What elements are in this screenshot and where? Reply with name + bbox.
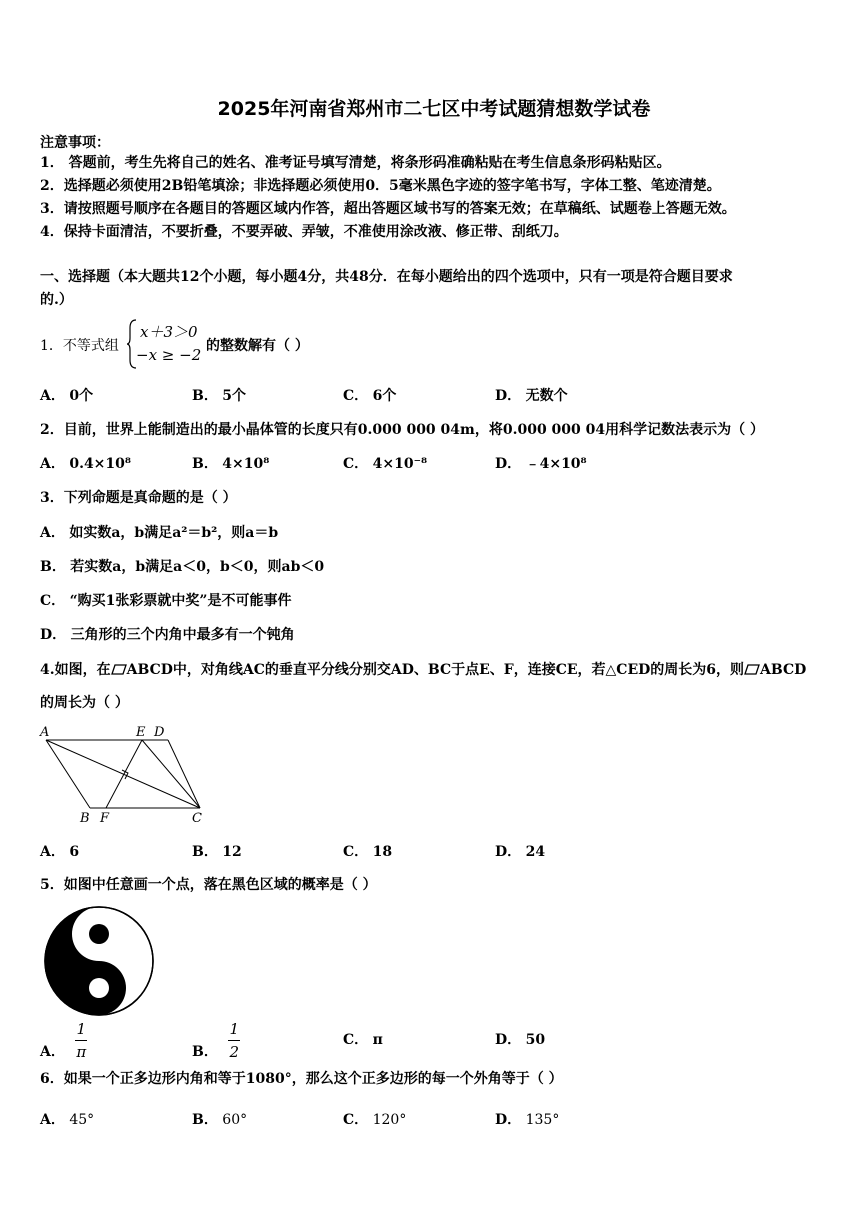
parallelogram-figure bbox=[38, 722, 213, 827]
q2-text: 2．目前，世界上能制造出的最小晶体管的长度只有0.000 000 04m，将0.000 000 04用科学记数法表示为（ ） bbox=[40, 422, 765, 438]
q5-option-c: C． π bbox=[343, 1032, 383, 1048]
q4-text-cont: 的周长为（ ） bbox=[40, 695, 129, 711]
label-b: B bbox=[80, 811, 90, 826]
q6-option-d: D． 135° bbox=[495, 1112, 560, 1128]
q5-option-d: D． 50 bbox=[495, 1032, 546, 1048]
q4-option-b: B． 12 bbox=[192, 844, 242, 860]
q3-option-c: C． “购买1张彩票就中奖”是不可能事件 bbox=[40, 593, 292, 609]
notice-heading: 注意事项： bbox=[40, 135, 110, 151]
q4-option-d: D． 24 bbox=[495, 844, 546, 860]
q1-prefix: 1．不等式组 bbox=[40, 338, 119, 354]
label-d: D bbox=[154, 725, 165, 740]
q2-option-d: D． ﹣4×10⁸ bbox=[495, 456, 587, 472]
q1-option-a: A． 0个 bbox=[40, 388, 94, 404]
q1-option-b: B． 5个 bbox=[192, 388, 247, 404]
q6-option-b: B． 60° bbox=[192, 1112, 248, 1128]
q6-option-a: A． 45° bbox=[40, 1112, 95, 1128]
q2-option-a: A． 0.4×10⁸ bbox=[40, 456, 132, 472]
q3-option-a: A． 如实数a，b满足a²＝b²，则a＝b bbox=[40, 525, 279, 541]
notice-item: 4．保持卡面清洁，不要折叠，不要弄破、弄皱，不准使用涂改液、修正带、刮纸刀。 bbox=[40, 224, 568, 240]
label-c: C bbox=[192, 811, 202, 826]
q1-eq1: x＋3＞0 bbox=[140, 323, 198, 341]
q4-option-c: C． 18 bbox=[343, 844, 393, 860]
q5-text: 5．如图中任意画一个点，落在黑色区域的概率是（ ） bbox=[40, 877, 377, 893]
q1-eq2: −x ≥ −2 bbox=[136, 346, 202, 364]
section-heading-cont: 的.） bbox=[40, 292, 73, 308]
parallelogram-icon bbox=[744, 664, 760, 675]
page-title: 2025年河南省郑州市二七区中考试题猜想数学试卷 bbox=[217, 98, 651, 120]
q1-option-d: D． 无数个 bbox=[495, 388, 568, 404]
q5-option-a: A． $\frac{1}{\pi}$ bbox=[40, 1020, 87, 1061]
q2-option-b: B． 4×10⁸ bbox=[192, 456, 270, 472]
label-a: A bbox=[40, 725, 50, 740]
q2-option-c: C． 4×10⁻⁸ bbox=[343, 456, 428, 472]
notice-item: 2．选择题必须使用2B铅笔填涂；非选择题必须使用0．5毫米黑色字迹的签字笔书写，字体工整、笔迹清楚。 bbox=[40, 178, 721, 194]
q3-text: 3．下列命题是真命题的是（ ） bbox=[40, 490, 237, 506]
notice-item: 3．请按照题号顺序在各题目的答题区域内作答，超出答题区域书写的答案无效；在草稿纸、试题卷上答题无效。 bbox=[40, 201, 736, 217]
q4-option-a: A． 6 bbox=[40, 844, 80, 860]
q5-option-b: B． $\frac{1}{2}$ bbox=[192, 1020, 240, 1061]
label-e: E bbox=[136, 725, 146, 740]
q6-option-c: C． 120° bbox=[343, 1112, 407, 1128]
parallelogram-icon bbox=[111, 664, 127, 675]
q1-option-c: C． 6个 bbox=[343, 388, 397, 404]
q4-text: 4.如图，在 ABCD中，对角线AC的垂直平分线分别交AD、BC于点E、F，连接CE，若△CED的周长为6，则 ABCD bbox=[40, 662, 807, 678]
q1-suffix: 的整数解有（ ） bbox=[206, 338, 309, 354]
section-heading: 一、选择题（本大题共12个小题，每小题4分，共48分．在每小题给出的四个选项中，只有一项是符合题目要求 bbox=[40, 269, 733, 285]
label-f: F bbox=[100, 811, 110, 826]
q6-text: 6．如果一个正多边形内角和等于1080°，那么这个正多边形的每一个外角等于（ ） bbox=[40, 1071, 563, 1087]
q3-option-b: B． 若实数a，b满足a＜0，b＜0，则ab＜0 bbox=[40, 559, 325, 575]
q3-option-d: D． 三角形的三个内角中最多有一个钝角 bbox=[40, 627, 295, 643]
yin-yang-figure bbox=[42, 904, 156, 1018]
notice-item: 1． 答题前，考生先将自己的姓名、准考证号填写清楚，将条形码准确粘贴在考生信息条形码粘贴区。 bbox=[40, 155, 671, 171]
